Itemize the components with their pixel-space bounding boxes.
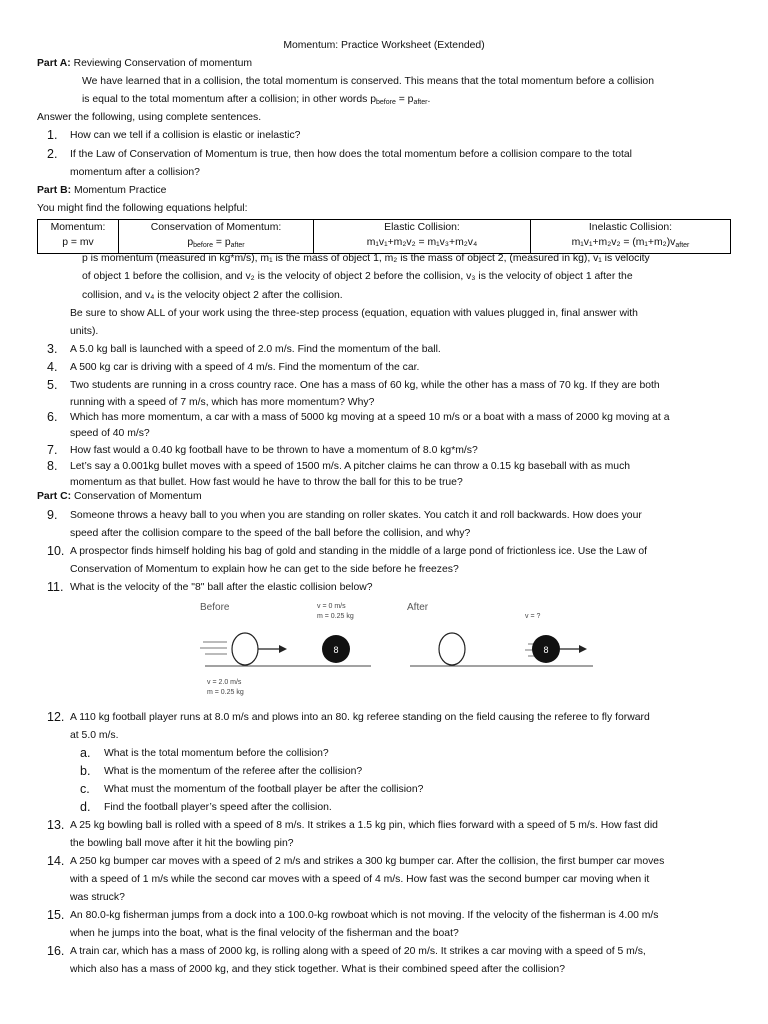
cue-ball-velocity: v = 2.0 m/s <box>207 679 242 686</box>
eight-ball-number: 8 <box>333 645 339 655</box>
sub-question-letter: b. <box>80 764 91 778</box>
part-c-heading <box>37 488 732 506</box>
sub-question-letter: a. <box>80 746 91 760</box>
cue-ball-after <box>439 633 465 665</box>
question-6-line-1: Which has more momentum, a car with a mass of 5000 kg moving at a speed 10 m/s or a boat with a mass of 2000 kg moving at a <box>70 412 670 423</box>
eq-p: = p <box>213 237 231 248</box>
part-b-label: Part B: <box>37 185 72 196</box>
intro-sub-after: after <box>413 99 428 106</box>
elastic-header: Elastic Collision: <box>384 222 460 233</box>
intro-eq: = p <box>395 94 414 105</box>
arrow-head <box>579 645 587 653</box>
collision-diagram <box>195 598 615 698</box>
question-number: 8. <box>47 459 58 473</box>
question-13-line-2: the bowling ball move after it hit the bowling pin? <box>70 838 294 849</box>
inelastic-header: Inelastic Collision: <box>588 222 673 233</box>
question-2-line-1: If the Law of Conservation of Momentum is true, then how does the total momentum before a collision compare to the total <box>70 149 632 160</box>
table-cell <box>531 220 731 254</box>
eq-sub-before: before <box>193 242 213 249</box>
question-number: 5. <box>47 378 58 392</box>
table-cell <box>119 220 314 254</box>
page-title: Momentum: Practice Worksheet (Extended) <box>283 40 485 51</box>
definitions-line-2: of object 1 before the collision, and v₂ is the velocity of object 2 before the collision, v₃ is the velocity of object 1 after the <box>82 271 633 282</box>
question-5-line-1: Two students are running in a cross country race. One has a mass of 60 kg, while the other has a mass of 70 kg. If they are both <box>70 380 660 391</box>
question-7: How fast would a 0.40 kg football have to be thrown to have a momentum of 8.0 kg*m/s? <box>70 445 478 456</box>
question-number: 12. <box>47 710 65 724</box>
question-8-line-2: momentum as that bullet. How fast would he have to throw the ball for this to be true? <box>70 477 463 488</box>
part-b-title: Momentum Practice <box>73 185 167 196</box>
elastic-equation: m₁v₁+m₂v₂ = m₁v₃+m₂v₄ <box>366 237 478 248</box>
sub-question-letter: d. <box>80 800 91 814</box>
question-4: A 500 kg car is driving with a speed of 4 m/s. Find the momentum of the car. <box>70 362 420 373</box>
eq-sub-after: after <box>675 242 690 249</box>
work-instructions-2: units). <box>70 326 99 337</box>
question-11: What is the velocity of the "8" ball after the elastic collision below? <box>70 582 373 593</box>
sub-question-b: What is the momentum of the referee after the collision? <box>104 766 363 777</box>
question-2-line-2: momentum after a collision? <box>70 167 200 178</box>
question-number: 16. <box>47 944 65 958</box>
table-cell <box>314 220 531 254</box>
question-number: 4. <box>47 360 58 374</box>
part-a-label: Part A: <box>37 58 71 69</box>
before-label: Before <box>200 602 230 613</box>
sub-question-letter: c. <box>80 782 90 796</box>
question-12-line-2: at 5.0 m/s. <box>70 730 119 741</box>
question-number: 11. <box>47 580 64 594</box>
equations-intro: You might find the following equations helpful: <box>37 203 248 214</box>
table-row <box>38 220 731 254</box>
definitions-line-3: collision, and v₄ is the velocity object 2 after the collision. <box>82 290 343 301</box>
work-instructions-1: Be sure to show ALL of your work using the three-step process (equation, equation with values plugged in, final answer with <box>70 308 638 319</box>
question-number: 14. <box>47 854 65 868</box>
question-9-line-2: speed after the collision compare to the speed of the ball before the collision, and why? <box>70 528 471 539</box>
question-6-line-2: speed of 40 m/s? <box>70 428 150 439</box>
question-number: 6. <box>47 410 58 424</box>
momentum-header: Momentum: <box>50 222 106 233</box>
question-10-line-2: Conservation of Momentum to explain how he can get to the side before he freezes? <box>70 564 459 575</box>
question-13-line-1: A 25 kg bowling ball is rolled with a speed of 8 m/s. It strikes a 1.5 kg pin, which flies forward with a speed of 5 m/s. How fast did <box>70 820 658 831</box>
question-12-line-1: A 110 kg football player runs at 8.0 m/s and plows into an 80. kg referee standing on the field causing the referee to fly forward <box>70 712 650 723</box>
question-number: 7. <box>47 443 58 457</box>
question-14-line-3: was struck? <box>70 892 125 903</box>
intro-sub-before: before <box>375 99 396 106</box>
conservation-header: Conservation of Momentum: <box>150 222 282 233</box>
question-number: 10. <box>47 544 65 558</box>
table-cell <box>38 220 119 254</box>
after-label: After <box>407 602 429 613</box>
question-5-line-2: running with a speed of 7 m/s, which has more momentum? Why? <box>70 397 375 408</box>
part-a-title: Reviewing Conservation of momentum <box>73 58 253 69</box>
question-8-line-1: Let’s say a 0.001kg bullet moves with a speed of 1500 m/s. A pitcher claims he can throw a 0.15 kg baseball with as much <box>70 461 631 472</box>
sub-question-d: Find the football player’s speed after the collision. <box>104 802 332 813</box>
question-16-line-1: A train car, which has a mass of 2000 kg, is rolling along with a speed of 20 m/s. It strikes a car moving with a speed of 5 m/s, <box>70 946 646 957</box>
after-velocity-unknown: v = ? <box>525 613 541 620</box>
intro-text: is equal to the total momentum after a collision; in other words p <box>82 94 376 105</box>
sub-question-a: What is the total momentum before the collision? <box>104 748 329 759</box>
eq-p: p <box>187 237 194 248</box>
equations-table <box>37 219 731 254</box>
eq-sub-after: after <box>230 242 245 249</box>
question-15-line-2: when he jumps into the boat, what is the final velocity of the fisherman and the boat? <box>70 928 459 939</box>
eight-ball-velocity: v = 0 m/s <box>317 603 346 610</box>
eight-ball-number: 8 <box>543 645 549 655</box>
question-number: 9. <box>47 508 58 522</box>
part-b-heading <box>37 182 732 200</box>
part-c-label: Part C: <box>37 491 72 502</box>
sub-question-c: What must the momentum of the football player be after the collision? <box>104 784 424 795</box>
question-1: How can we tell if a collision is elastic or inelastic? <box>70 130 301 141</box>
cue-ball-mass: m = 0.25 kg <box>207 689 244 696</box>
eq-text: m₁v₁+m₂v₂ = (m₁+m₂)v <box>571 237 676 248</box>
part-a-heading <box>37 55 732 73</box>
question-14-line-2: with a speed of 1 m/s while the second car moves with a speed of 4 m/s. How fast was the second bumper car moving when it <box>70 874 650 885</box>
question-16-line-2: which also has a mass of 2000 kg, and they stick together. What is their combined speed after the collision? <box>70 964 565 975</box>
question-14-line-1: A 250 kg bumper car moves with a speed of 2 m/s and strikes a 300 kg bumper car. After the collision, the first bumper car moves <box>70 856 665 867</box>
question-number: 1. <box>47 128 58 142</box>
arrow-head <box>279 645 287 653</box>
part-c-title: Conservation of Momentum <box>73 491 202 502</box>
question-number: 15. <box>47 908 65 922</box>
question-3: A 5.0 kg ball is launched with a speed of 2.0 m/s. Find the momentum of the ball. <box>70 344 441 355</box>
part-a-instruction: Answer the following, using complete sentences. <box>37 112 262 123</box>
part-a-intro-1: We have learned that in a collision, the total momentum is conserved. This means that the total momentum before a collision <box>82 76 654 87</box>
cue-ball <box>232 633 258 665</box>
definitions-line-1: p is momentum (measured in kg*m/s), m₁ is the mass of object 1, m₂ is the mass of object 2, (measured in kg), v₁ is velocity <box>82 253 650 264</box>
eight-ball-mass: m = 0.25 kg <box>317 613 354 620</box>
question-number: 13. <box>47 818 65 832</box>
question-10-line-1: A prospector finds himself holding his bag of gold and standing in the middle of a large pond of frictionless ice. Use the Law of <box>70 546 648 557</box>
question-9-line-1: Someone throws a heavy ball to you when you are standing on roller skates. You catch it and roll backwards. How does your <box>70 510 642 521</box>
question-15-line-1: An 80.0-kg fisherman jumps from a dock into a 100.0-kg rowboat which is not moving. If the velocity of the fisherman is 4.00 m/s <box>70 910 659 921</box>
momentum-equation: p = mv <box>62 237 94 248</box>
intro-end: . <box>427 94 431 105</box>
question-number: 2. <box>47 147 58 161</box>
question-number: 3. <box>47 342 58 356</box>
